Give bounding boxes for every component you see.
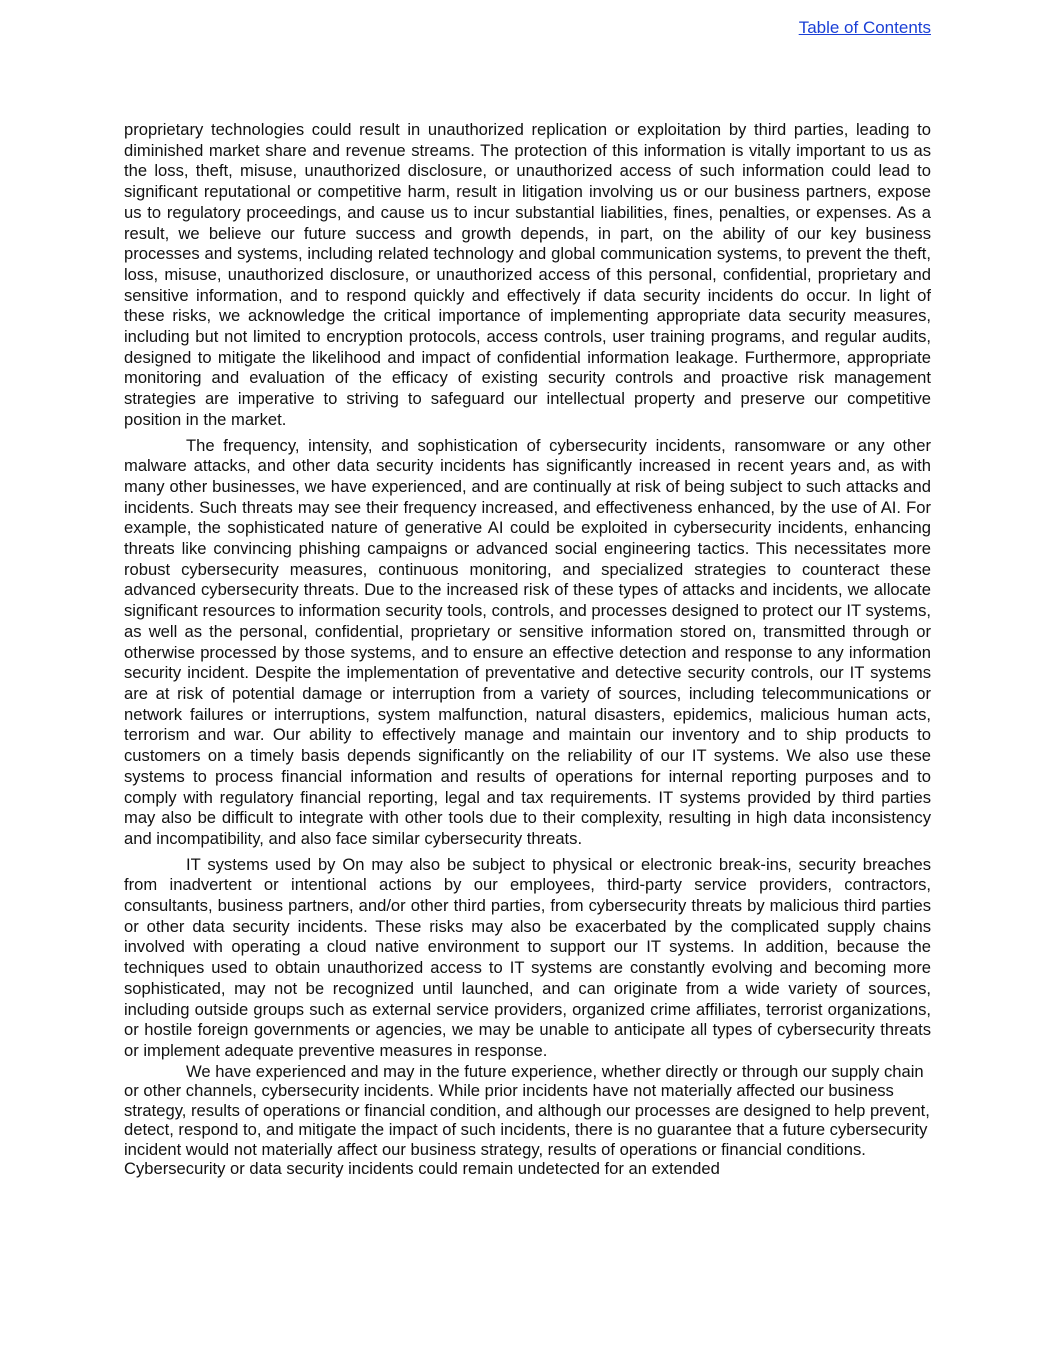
paragraph-2: The frequency, intensity, and sophistication of cybersecurity incidents, ransomware or any other malware attacks, and other data security incidents has significantly increased in recent years and, as with many other businesses, we have experienced, and are continually at risk of being subject to such attacks and incidents. Such threats may see their frequency increased, and effectiveness enhanced, by the use of AI. For example, the sophisticated nature of generative AI could be exploited in cybersecurity incidents, enhancing threats like convincing phishing campaigns or advanced social engineering tactics. This necessitates more robust cybersecurity measures, continuous monitoring, and specialized strategies to counteract these advanced cybersecurity threats. Due to the increased risk of these types of attacks and incidents, we allocate significant resources to information security tools, controls, and processes designed to protect our IT systems, as well as the personal, confidential, proprietary or sensitive information stored on, transmitted through or otherwise processed by those systems, and to ensure an effective detection and response to any information security incident. Despite the implementation of preventative and detective security controls, our IT systems are at risk of potential damage or interruption from a variety of sources, including telecommunications or network failures or interruptions, system malfunction, natural disasters, epidemics, malicious human acts, terrorism and war. Our ability to effectively manage and maintain our inventory and to ship products to customers on a timely basis depends significantly on the reliability of our IT systems. We also use these systems to process financial information and results of operations for internal reporting purposes and to comply with regulatory financial reporting, legal and tax requirements. IT systems provided by third parties may also be difficult to integrate with other tools due to their complexity, resulting in high data inconsistency and incompatibility, and also face similar cybersecurity threats. [124, 435, 931, 848]
paragraph-1: proprietary technologies could result in unauthorized replication or exploitation by third parties, leading to diminished market share and revenue streams. The protection of this information is vitally important to us as the loss, theft, misuse, unauthorized disclosure, or unauthorized access of such information could lead to significant reputational or competitive harm, result in litigation involving us or our business partners, expose us to regulatory proceedings, and cause us to incur substantial liabilities, fines, penalties, or expenses. As a result, we believe our future success and growth depends, in part, on the ability of our key business processes and systems, including related technology and global communication systems, to prevent the theft, loss, misuse, unauthorized disclosure, or unauthorized access of this personal, confidential, proprietary and sensitive information, and to respond quickly and effectively if data security incidents do occur. In light of these risks, we acknowledge the critical importance of implementing appropriate data security measures, including but not limited to encryption protocols, access controls, user training programs, and regular audits, designed to mitigate the likelihood and impact of confidential information leakage. Furthermore, appropriate monitoring and evaluation of the efficacy of existing security controls and proactive risk management strategies are imperative to striving to safeguard our intellectual property and preserve our competitive position in the market. [124, 120, 931, 429]
paragraph-4: We have experienced and may in the future experience, whether directly or through our supply chain or other channels, cybersecurity incidents. While prior incidents have not materially affected our business strategy, results of operations or financial condition, and although our processes are designed to help prevent, detect, respond to, and mitigate the impact of such incidents, there is no guarantee that a future cybersecurity incident would not materially affect our business strategy, results of operations or financial conditions. Cybersecurity or data security incidents could remain undetected for an extended [124, 1061, 930, 1179]
document-body [124, 120, 931, 1179]
table-of-contents-link[interactable]: Table of Contents [798, 18, 931, 37]
paragraph-3: IT systems used by On may also be subject to physical or electronic break-ins, security breaches from inadvertent or intentional actions by our employees, third-party service providers, contractors, consultants, business partners, and/or other third parties, from cybersecurity threats by malicious third parties or other data security incidents. These risks may also be exacerbated by the complicated supply chains involved with operating a cloud native environment to support our IT systems. In addition, because the techniques used to obtain unauthorized access to IT systems are constantly evolving and becoming more sophisticated, may not be recognized until launched, and can originate from a wide variety of sources, including outside groups such as external service providers, organized crime affiliates, terrorist organizations, or hostile foreign governments or agencies, we may be unable to anticipate all types of cybersecurity threats or implement adequate preventive measures in response. [124, 854, 931, 1060]
